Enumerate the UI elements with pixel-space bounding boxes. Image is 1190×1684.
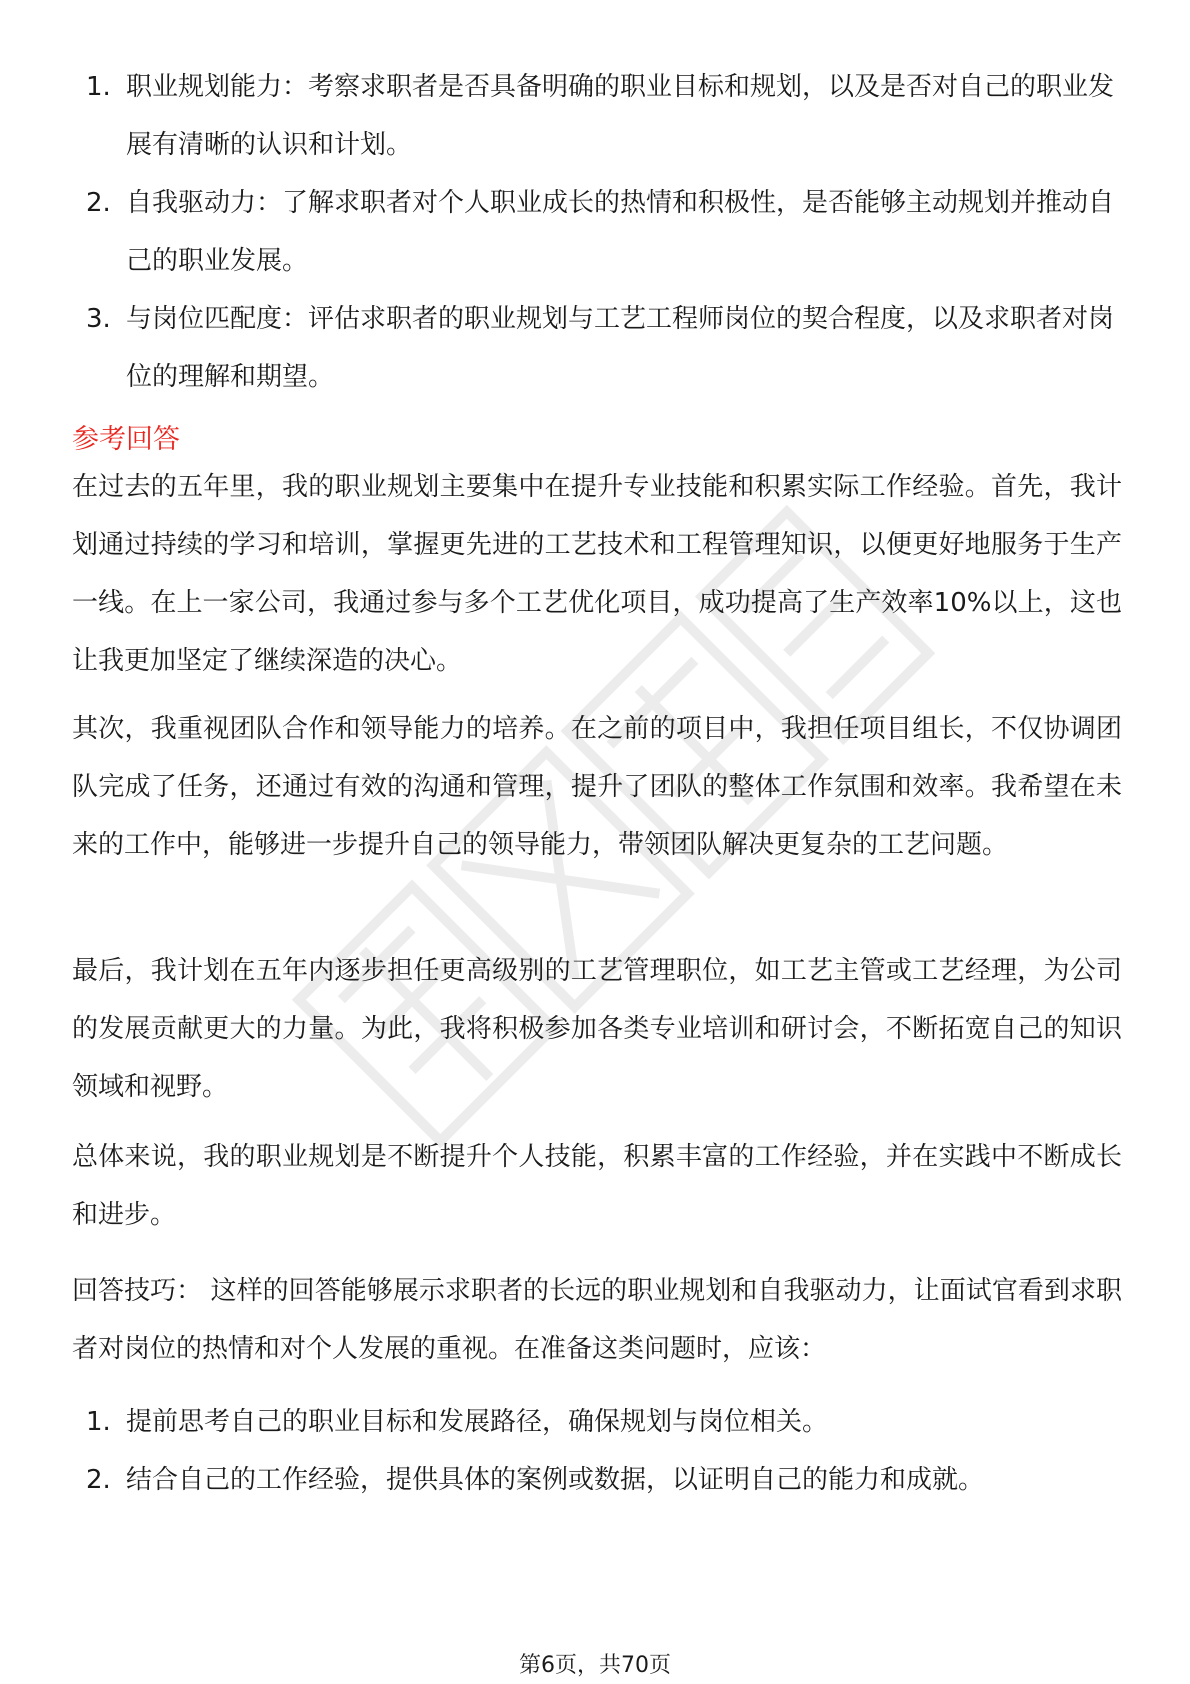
answer-tips-intro: 回答技巧： 这样的回答能够展示求职者的长远的职业规划和自我驱动力，让面试官看到求职者对岗位的热情和对个人发展的重视。在准备这类问题时，应该： — [72, 1276, 1122, 1364]
criteria-list — [72, 58, 1122, 406]
criteria-list-item — [72, 174, 1122, 290]
list-number: 1. — [86, 72, 111, 102]
criteria-list-section — [72, 58, 1122, 406]
criteria-list-item — [72, 58, 1122, 174]
list-item-text: 提前思考自己的职业目标和发展路径，确保规划与岗位相关。 — [126, 1407, 829, 1437]
answer-paragraph: 总体来说，我的职业规划是不断提升个人技能，积累丰富的工作经验，并在实践中不断成长和进步。 — [72, 1142, 1122, 1230]
answer-paragraph: 在过去的五年里，我的职业规划主要集中在提升专业技能和积累实际工作经验。首先，我计划通过持续的学习和培训，掌握更先进的工艺技术和工程管理知识，以便更好地服务于生产一线。在上一家公司，我通过参与多个工艺优化项目，成功提高了生产效率10%以上，这也让我更加坚定了继续深造的决心。 — [72, 472, 1122, 676]
page-number-footer: 第6页，共70页 — [519, 1653, 671, 1678]
list-number: 1. — [86, 1407, 111, 1437]
list-number: 2. — [86, 1465, 111, 1495]
tips-list — [72, 1393, 1122, 1509]
list-item-text: 职业规划能力：考察求职者是否具备明确的职业目标和规划，以及是否对自己的职业发展有清晰的认识和计划。 — [126, 72, 1115, 160]
answer-paragraph: 其次，我重视团队合作和领导能力的培养。在之前的项目中，我担任项目组长，不仅协调团队完成了任务，还通过有效的沟通和管理，提升了团队的整体工作氛围和效率。我希望在未来的工作中，能够进一步提升自己的领导能力，带领团队解决更复杂的工艺问题。 — [72, 714, 1122, 860]
tips-list-item — [72, 1393, 1122, 1451]
list-item-text: 结合自己的工作经验，提供具体的案例或数据，以证明自己的能力和成就。 — [126, 1465, 985, 1495]
criteria-list-item — [72, 290, 1122, 406]
reference-answer-heading: 参考回答 — [72, 424, 180, 455]
tips-list-section — [72, 1393, 1122, 1509]
list-number: 2. — [86, 188, 111, 218]
list-number: 3. — [86, 304, 111, 334]
tips-list-item — [72, 1451, 1122, 1509]
list-item-text: 自我驱动力：了解求职者对个人职业成长的热情和积极性，是否能够主动规划并推动自己的职业发展。 — [126, 188, 1115, 276]
list-item-text: 与岗位匹配度：评估求职者的职业规划与工艺工程师岗位的契合程度，以及求职者对岗位的理解和期望。 — [126, 304, 1115, 392]
answer-paragraph: 最后，我计划在五年内逐步担任更高级别的工艺管理职位，如工艺主管或工艺经理，为公司的发展贡献更大的力量。为此，我将积极参加各类专业培训和研讨会，不断拓宽自己的知识领域和视野。 — [72, 956, 1122, 1102]
